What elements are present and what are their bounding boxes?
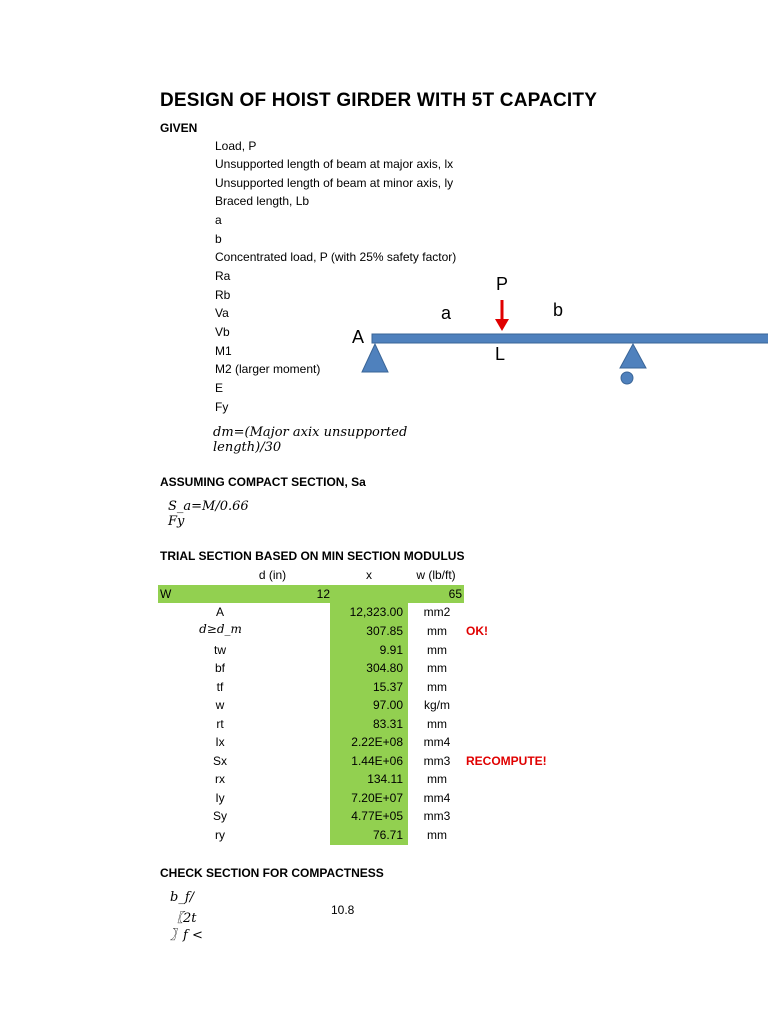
given-item-vb: Vb [215, 325, 230, 339]
row-label-a: A [215, 605, 224, 619]
given-heading: GIVEN [160, 121, 198, 135]
given-item-b: b [215, 232, 222, 246]
row-value-ry: 76.71 [372, 828, 403, 842]
compactness-value: 10.8 [331, 903, 355, 917]
row-value-d: 307.85 [366, 624, 403, 638]
row-unit-sy: mm3 [423, 809, 451, 823]
row-unit-rx: mm [427, 772, 447, 786]
row-value-bf: 304.80 [366, 661, 403, 675]
beam-diagram [340, 270, 768, 400]
row-value-rx: 134.11 [367, 772, 403, 786]
row-unit-w: kg/m [423, 698, 450, 712]
section-letter: W [160, 587, 172, 601]
row-value-w: 97.00 [372, 698, 403, 712]
trial-heading: TRIAL SECTION BASED ON MIN SECTION MODULUS [160, 549, 465, 563]
label-a-end: A [352, 327, 365, 347]
given-item-va: Va [215, 306, 229, 320]
row-label-sx: Sx [212, 754, 227, 768]
beam [372, 334, 768, 343]
given-item-load: Load, P [215, 139, 257, 153]
row-label-iy: Iy [215, 791, 225, 805]
row-label-sy: Sy [212, 809, 227, 823]
row-label-rt: rt [216, 717, 224, 731]
given-item-rb: Rb [215, 288, 231, 302]
col-header-w: w (lb/ft) [416, 568, 456, 582]
section-depth: 12 [316, 587, 330, 601]
given-item-e: E [215, 381, 224, 395]
row-value-tw: 9.91 [379, 643, 403, 657]
given-item-lx: Unsupported length of beam at major axis, lx [215, 157, 454, 171]
row-value-rt: 83.31 [372, 717, 403, 731]
row-value-tf: 15.37 [372, 680, 403, 694]
ok-note: OK! [466, 624, 488, 638]
sa-formula-line2: Fy [168, 514, 185, 529]
dm-formula-line1: dm=(Major axix unsupported [213, 425, 408, 440]
compactness-formula-line2: 〖2t [170, 911, 197, 926]
col-header-d: d (in) [258, 568, 287, 582]
label-p: P [496, 274, 509, 294]
row-unit-bf: mm [427, 661, 447, 675]
sa-formula-line1: S_a=M/0.66 [168, 499, 249, 514]
row-unit-d: mm [427, 624, 447, 638]
compactness-heading: CHECK SECTION FOR COMPACTNESS [160, 866, 384, 880]
row-unit-a: mm2 [423, 605, 451, 619]
roller-wheel [621, 372, 633, 384]
row-label-ry: ry [215, 828, 225, 842]
row-value-iy: 7.20E+07 [351, 791, 403, 805]
given-item-m2: M2 (larger moment) [215, 362, 321, 376]
row-unit-iy: mm4 [423, 791, 451, 805]
dm-formula-line2: length)/30 [213, 440, 282, 455]
compactness-formula-line3: 〗f < [170, 928, 203, 943]
row-label-rx: rx [215, 772, 225, 786]
recompute-note: RECOMPUTE! [466, 754, 547, 768]
row-unit-rt: mm [427, 717, 447, 731]
row-label-w: w [215, 698, 225, 712]
row-value-a: 12,323.00 [349, 605, 403, 619]
row-unit-tw: mm [427, 643, 447, 657]
row-label-ix: Ix [215, 735, 225, 749]
given-item-ly: Unsupported length of beam at minor axis, ly [215, 176, 454, 190]
label-a-span: a [441, 303, 452, 323]
row-unit-ix: mm4 [423, 735, 451, 749]
row-value-sx: 1.44E+06 [351, 754, 403, 768]
pin-support-a [362, 344, 388, 372]
compact-heading: ASSUMING COMPACT SECTION, Sa [160, 475, 366, 489]
row-unit-ry: mm [427, 828, 447, 842]
row-label-d-check: d≥d_m [199, 622, 242, 636]
row-label-tw: tw [214, 643, 226, 657]
row-unit-sx: mm3 [423, 754, 451, 768]
row-value-sy: 4.77E+05 [351, 809, 403, 823]
given-item-lb: Braced length, Lb [215, 194, 310, 208]
given-item-a: a [215, 213, 222, 227]
row-unit-tf: mm [427, 680, 447, 694]
compactness-formula-line1: b_f/ [170, 890, 195, 905]
given-item-concentrated-load: Concentrated load, P (with 25% safety factor) [215, 250, 457, 264]
given-item-ra: Ra [215, 269, 231, 283]
load-arrow-head [495, 319, 509, 331]
roller-support-b [620, 344, 646, 368]
given-item-fy: Fy [215, 400, 229, 414]
row-value-ix: 2.22E+08 [351, 735, 403, 749]
given-item-m1: M1 [215, 344, 232, 358]
page-title: DESIGN OF HOIST GIRDER WITH 5T CAPACITY [160, 90, 598, 111]
row-label-bf: bf [214, 661, 225, 675]
row-label-tf: tf [216, 680, 224, 694]
label-l: L [495, 344, 506, 364]
col-header-x: x [366, 568, 372, 582]
label-b-span: b [553, 300, 564, 320]
section-weight: 65 [448, 587, 462, 601]
